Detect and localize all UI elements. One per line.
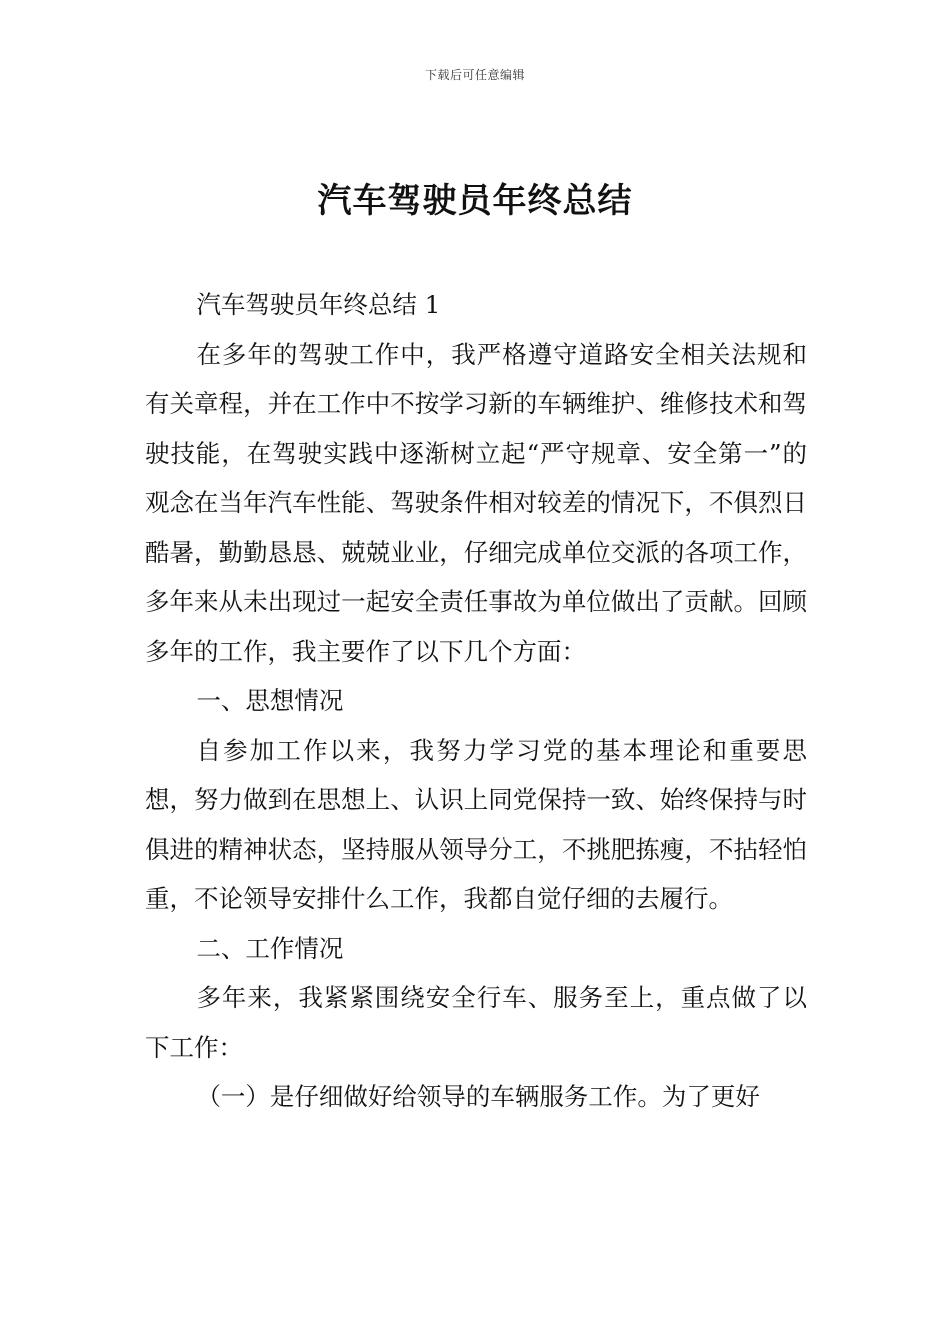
paragraph: 在多年的驾驶工作中，我严格遵守道路安全相关法规和有关章程，并在工作中不按学习新的车辆维护、维修技术和驾驶技能，在驾驶实践中逐渐树立起“严守规章、安全第一”的观念在当年汽车性能、驾驶条件相对较差的情况下，不俱烈日酷暑，勤勤恳恳、兢兢业业，仔细完成单位交派的各项工作，多年来从未出现过一起安全责任事故为单位做出了贡献。回顾多年的工作，我主要作了以下几个方面：: [145, 339, 807, 666]
paragraph: （一）是仔细做好给领导的车辆服务工作。为了更好: [196, 1082, 760, 1111]
section-heading: 一、思想情况: [196, 686, 344, 715]
document-title: 汽车驾驶员年终总结: [317, 181, 633, 221]
section-heading: 汽车驾驶员年终总结 1: [196, 290, 441, 319]
paragraph: 多年来，我紧紧围绕安全行车、服务至上，重点做了以下工作：: [145, 983, 807, 1062]
section-heading: 二、工作情况: [196, 933, 344, 963]
paragraph: 自参加工作以来，我努力学习党的基本理论和重要思想，努力做到在思想上、认识上同党保持一致、始终保持与时俱进的精神状态，坚持服从领导分工，不挑肥拣瘦，不拈轻怕重，不论领导安排什么工作，我都自觉仔细的去履行。: [145, 735, 807, 913]
document-body: [145, 280, 807, 1122]
header-note: 下载后可任意编辑: [424, 68, 525, 82]
